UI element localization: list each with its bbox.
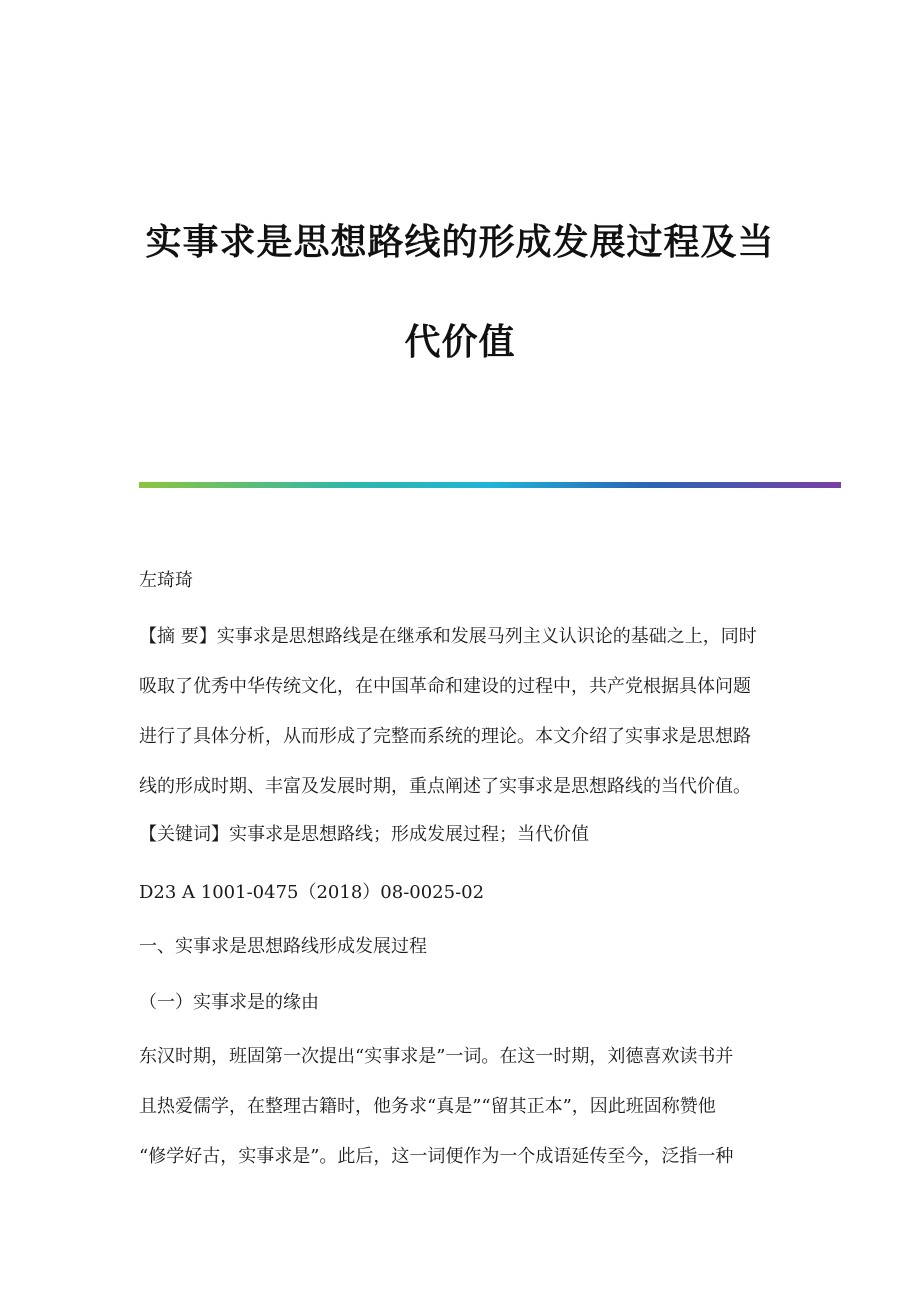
abstract-line: 进行了具体分析，从而形成了完整而系统的理论。本文介绍了实事求是思想路 (139, 726, 751, 747)
gradient-divider (139, 482, 841, 488)
author-name: 左琦琦 (139, 570, 193, 591)
abstract-paragraph (139, 624, 779, 824)
keywords-line: 【关键词】实事求是思想路线；形成发展过程；当代价值 (139, 824, 589, 845)
body-line: 且热爱儒学，在整理古籍时，他务求“真是”“留其正本”，因此班固称赞他 (139, 1096, 716, 1117)
classification-line: D23 A 1001-0475（2018）08-0025-02 (139, 882, 485, 903)
body-line: 东汉时期，班固第一次提出“实事求是”一词。在这一时期，刘德喜欢读书并 (139, 1046, 734, 1067)
abstract-line: 线的形成时期、丰富及发展时期，重点阐述了实事求是思想路线的当代价值。 (139, 776, 751, 797)
body-line: “修学好古，实事求是”。此后，这一词便作为一个成语延传至今，泛指一种 (139, 1146, 734, 1167)
title-line-2: 代价值 (404, 322, 516, 363)
subsection-heading: （一）实事求是的缘由 (139, 992, 319, 1013)
body-paragraph (139, 1044, 779, 1194)
title-line-1: 实事求是思想路线的形成发展过程及当 (145, 222, 775, 263)
section-heading: 一、实事求是思想路线形成发展过程 (139, 936, 427, 957)
abstract-line: 吸取了优秀中华传统文化，在中国革命和建设的过程中，共产党根据具体问题 (139, 676, 751, 697)
abstract-line: 【摘 要】实事求是思想路线是在继承和发展马列主义认识论的基础之上，同时 (139, 626, 757, 647)
